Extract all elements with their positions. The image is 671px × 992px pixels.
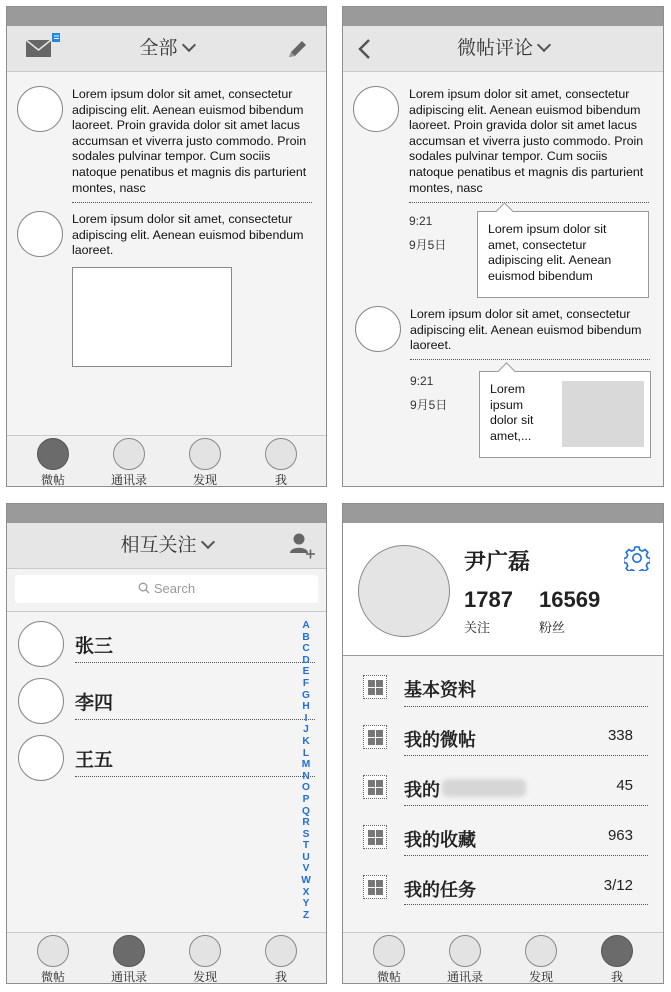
profile-name: 尹广磊 — [464, 549, 531, 574]
index-letter[interactable]: Q — [302, 805, 310, 817]
me-tab-icon — [265, 438, 297, 470]
discover-tab-icon — [189, 935, 221, 967]
tab-feed[interactable]: 微帖 — [23, 933, 83, 983]
search-placeholder: Search — [153, 581, 196, 596]
index-letter[interactable]: P — [302, 793, 310, 805]
gear-icon[interactable] — [624, 545, 650, 571]
index-letter[interactable]: V — [302, 863, 310, 875]
tab-bar — [7, 932, 326, 983]
post-text: Lorem ipsum dolor sit amet, consectetur adipiscing elit. Aenean euismod bibendum laoreet. Proin gravida dolor sit amet lacus accumsan et viverra justo commodo. Proin sodales pulvinar tempor. Cum sociis natoque penatibus et magnis dis parturient montes, nasc — [72, 87, 307, 195]
menu-count: 963 — [607, 827, 633, 844]
tab-contacts[interactable]: 通讯录 — [99, 933, 159, 983]
index-letter[interactable]: D — [302, 654, 310, 666]
profile-header — [343, 523, 663, 656]
page-title: 相互关注 — [120, 535, 197, 556]
grid-icon — [363, 675, 387, 699]
tab-feed[interactable]: 微帖 — [23, 436, 83, 486]
divider — [404, 904, 648, 905]
divider — [404, 805, 648, 806]
post-text: Lorem ipsum dolor sit amet, consectetur adipiscing elit. Aenean euismod bibendum laoreet. — [72, 212, 304, 258]
menu-count: 45 — [616, 777, 633, 794]
index-letter[interactable]: B — [302, 631, 310, 643]
index-letter[interactable]: X — [302, 886, 310, 898]
followers-count[interactable]: 16569 — [539, 587, 601, 612]
post-time: 9:21 — [409, 214, 433, 228]
contact-name: 张三 — [75, 636, 114, 657]
contact-name: 李四 — [75, 693, 114, 714]
index-letter[interactable]: A — [302, 620, 310, 631]
index-letter[interactable]: S — [302, 828, 310, 840]
discover-tab-icon — [189, 438, 221, 470]
contact-name: 王五 — [75, 750, 114, 771]
avatar[interactable] — [18, 621, 64, 667]
grid-icon — [363, 725, 387, 749]
search-bar — [7, 569, 326, 612]
post-text: Lorem ipsum dolor sit amet, consectetur adipiscing elit. Aenean euismod bibendum laoreet. Proin gravida dolor sit amet lacus accumsan et viverra justo commodo. Proin sodales pulvinar tempor. Cum sociis natoque penatibus et magnis dis parturient montes, nasc — [409, 87, 644, 195]
index-letter[interactable]: Z — [302, 909, 310, 921]
divider — [410, 359, 650, 360]
menu-label: 我的收藏 — [404, 830, 476, 850]
divider — [404, 855, 648, 856]
tab-contacts[interactable]: 通讯录 — [99, 436, 159, 486]
index-letter[interactable]: G — [302, 689, 310, 701]
post-text: Lorem ipsum dolor sit amet, consectetur adipiscing elit. Aenean euismod bibendum laoreet. — [410, 307, 642, 353]
divider — [72, 202, 312, 203]
avatar[interactable] — [18, 735, 64, 781]
comments-screen — [342, 6, 664, 487]
tab-bar — [7, 435, 326, 486]
following-count[interactable]: 1787 — [464, 587, 513, 612]
tab-bar — [343, 932, 663, 983]
tab-discover[interactable]: 发现 — [175, 933, 235, 983]
grid-icon — [363, 875, 387, 899]
divider — [404, 706, 648, 707]
index-letter[interactable]: Y — [302, 898, 310, 910]
following-label: 关注 — [464, 620, 491, 635]
nav-bar — [7, 26, 326, 72]
followers-label: 粉丝 — [539, 620, 566, 635]
blurred-label — [442, 779, 526, 797]
comments-filter-dropdown[interactable] — [343, 26, 663, 71]
index-letter[interactable]: E — [302, 666, 310, 678]
tab-me[interactable]: 我 — [587, 933, 647, 983]
index-letter[interactable]: R — [302, 817, 310, 829]
discover-tab-icon — [525, 935, 557, 967]
status-bar — [343, 7, 663, 26]
tab-feed[interactable]: 微帖 — [359, 933, 419, 983]
menu-label: 我的任务 — [404, 880, 476, 900]
status-bar — [7, 7, 326, 26]
post-date: 9月5日 — [410, 398, 448, 412]
contacts-filter-dropdown[interactable] — [7, 523, 326, 568]
bubble-pointer — [495, 202, 513, 220]
nav-bar — [343, 26, 663, 72]
feed-tab-icon — [37, 438, 69, 470]
contacts-tab-icon — [449, 935, 481, 967]
chevron-down-icon — [537, 38, 551, 52]
contacts-tab-icon — [113, 935, 145, 967]
contacts-screen — [6, 503, 327, 984]
avatar[interactable] — [355, 306, 401, 352]
tab-contacts[interactable]: 通讯录 — [435, 933, 495, 983]
post-time: 9:21 — [410, 374, 434, 388]
search-icon — [138, 576, 150, 588]
avatar[interactable] — [17, 86, 63, 132]
index-letter[interactable]: T — [302, 840, 310, 852]
menu-label: 我的微帖 — [404, 730, 476, 750]
me-tab-icon — [601, 935, 633, 967]
search-field[interactable] — [15, 575, 318, 603]
menu-label: 基本资料 — [404, 680, 476, 700]
add-user-icon[interactable] — [288, 531, 316, 559]
feed-tab-icon — [37, 935, 69, 967]
divider — [409, 202, 649, 203]
status-bar — [7, 504, 326, 523]
page-title: 全部 — [139, 38, 178, 59]
comment-text: Lorem ipsum dolor sit amet, consectetur adipiscing elit. Aenean euismod bibendum — [488, 222, 612, 283]
bubble-pointer — [497, 362, 515, 380]
avatar[interactable] — [353, 86, 399, 132]
divider — [75, 662, 315, 663]
pencil-icon[interactable] — [286, 38, 308, 60]
profile-avatar[interactable] — [358, 545, 450, 637]
menu-count: 338 — [607, 727, 633, 744]
index-letter[interactable]: I — [304, 712, 308, 724]
page-title: 微帖评论 — [456, 38, 533, 59]
post-image[interactable] — [72, 267, 232, 367]
index-letter[interactable]: C — [302, 643, 310, 655]
index-letter[interactable]: F — [302, 677, 310, 689]
tab-discover[interactable]: 发现 — [175, 436, 235, 486]
profile-screen — [342, 503, 664, 984]
index-letter[interactable]: N — [302, 770, 310, 782]
divider — [404, 755, 648, 756]
post-date: 9月5日 — [409, 238, 447, 252]
contacts-tab-icon — [113, 438, 145, 470]
feed-filter-dropdown[interactable] — [7, 26, 326, 71]
index-letter[interactable]: L — [302, 747, 310, 759]
tab-discover[interactable]: 发现 — [511, 933, 571, 983]
chevron-down-icon — [181, 38, 195, 52]
comment-bubble[interactable] — [477, 211, 649, 298]
avatar[interactable] — [18, 678, 64, 724]
alphabet-index[interactable] — [300, 620, 312, 921]
comment-text: Lorem ipsum dolor sit amet,... — [490, 382, 534, 443]
tab-me[interactable]: 我 — [251, 933, 311, 983]
nav-bar — [7, 523, 326, 569]
index-letter[interactable]: O — [302, 782, 310, 794]
chevron-down-icon — [200, 535, 214, 549]
index-letter[interactable]: M — [301, 759, 311, 771]
comment-bubble[interactable] — [479, 371, 651, 458]
grid-icon — [363, 825, 387, 849]
me-tab-icon — [265, 935, 297, 967]
index-letter[interactable]: U — [302, 851, 310, 863]
index-letter[interactable]: H — [302, 701, 310, 713]
index-letter[interactable]: W — [301, 875, 311, 887]
index-letter[interactable]: K — [302, 735, 310, 747]
index-letter[interactable]: J — [303, 724, 309, 736]
status-bar — [343, 504, 663, 523]
grid-icon — [363, 775, 387, 799]
menu-label: 我的 — [404, 780, 440, 800]
comment-image[interactable] — [562, 381, 644, 447]
menu-count: 3/12 — [603, 877, 633, 894]
avatar[interactable] — [17, 211, 63, 257]
feed-tab-icon — [373, 935, 405, 967]
divider — [75, 776, 315, 777]
divider — [75, 719, 315, 720]
tab-me[interactable]: 我 — [251, 436, 311, 486]
feed-screen — [6, 6, 327, 487]
